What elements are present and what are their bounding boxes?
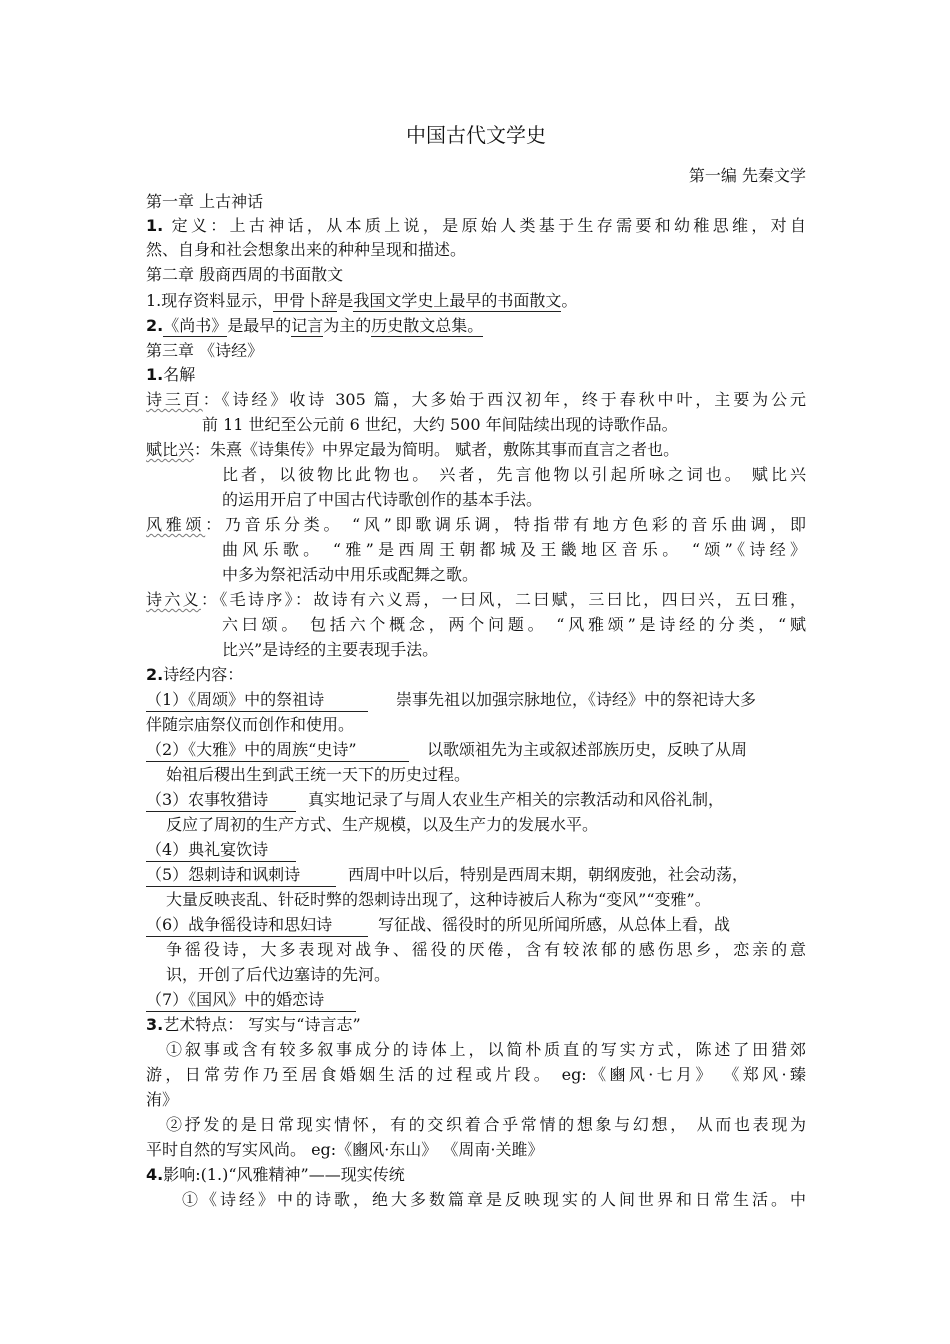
art-1-line-3: 洧》 xyxy=(146,1090,179,1109)
underlined-term: 《尚书》 xyxy=(163,316,228,335)
art-2-line-1: ②抒发的是日常现实情怀，有的交织着合乎常情的想象与幻想， 从而也表现为 xyxy=(166,1115,806,1134)
text: ：《诗经》收诗 305 篇，大多始于西汉初年，终于春秋中叶，主要为公元 xyxy=(202,390,806,409)
text: 是最早的 xyxy=(227,316,292,335)
chapter-3-heading: 第三章 《诗经》 xyxy=(146,341,264,360)
text: ：《毛诗序》：故诗有六义焉，一曰风，二曰赋，三曰比，四曰兴，五曰雅， xyxy=(201,590,806,609)
content-7-line-1 xyxy=(146,988,356,1012)
influence-heading xyxy=(146,1163,405,1187)
term-label: 风雅颂 xyxy=(146,515,206,534)
ch1-definition-line-1 xyxy=(146,214,806,238)
content-5-line-2: 大量反映丧乱、针砭时弊的怨刺诗出现了，这种诗被后人称为“变风”“变雅”。 xyxy=(166,890,711,909)
text: 名解 xyxy=(163,365,196,384)
content-3-line-2: 反应了周初的生产方式、生产规模，以及生产力的发展水平。 xyxy=(166,815,599,834)
content-5-line-1 xyxy=(146,863,748,887)
num-label: 1. xyxy=(146,216,164,235)
content-head: （3）农事牧猎诗 xyxy=(146,788,296,812)
content-head: （6）战争徭役诗和思妇诗 xyxy=(146,913,368,937)
term-label: 诗三百 xyxy=(146,390,203,409)
text: ：乃音乐分类。 “风”即歌调乐调，特指带有地方色彩的音乐曲调，即 xyxy=(205,515,806,534)
content-2-line-2: 始祖后稷出生到武王统一天下的历史过程。 xyxy=(166,765,471,784)
content-3-line-1 xyxy=(146,788,724,812)
term-fubixing-line-1 xyxy=(146,438,679,462)
ch2-point-1 xyxy=(146,289,577,313)
content-head: （4）典礼宴饮诗 xyxy=(146,838,296,862)
num-label: 4. xyxy=(146,1165,164,1184)
content-head: （2）《大雅》中的周族“史诗” xyxy=(146,738,409,762)
text: 是 xyxy=(337,291,354,310)
underlined-term: 甲骨卜辞 xyxy=(273,291,338,310)
term-fengyasong-line-3: 中多为祭祀活动中用乐或配舞之歌。 xyxy=(222,565,479,584)
text: 以歌颂祖先为主或叙述部族历史，反映了从周 xyxy=(427,740,748,759)
content-6-line-1 xyxy=(146,913,730,937)
art-1-line-2: 游，日常劳作乃至居食婚姻生活的过程或片段。 eg:《豳风·七月》 《郑风·臻 xyxy=(146,1065,806,1084)
num-label: 2. xyxy=(146,316,164,335)
text: 。 xyxy=(561,291,578,310)
text: 影响:(1.)“风雅精神”——现实传统 xyxy=(163,1165,405,1184)
text: 真实地记录了与周人农业生产相关的宗教活动和风俗礼制， xyxy=(308,790,725,809)
text: 诗经内容： xyxy=(163,665,244,684)
content-4-line-1 xyxy=(146,838,296,862)
term-fubixing-line-3: 的运用开启了中国古代诗歌创作的基本手法。 xyxy=(222,490,543,509)
terms-heading xyxy=(146,363,195,387)
text: 1.现存资料显示， xyxy=(146,291,274,310)
doc-title: 中国古代文学史 xyxy=(406,123,546,147)
part-heading: 第一编 先秦文学 xyxy=(688,166,806,185)
content-head: （1）《周颂》中的祭祖诗 xyxy=(146,688,368,712)
text: 写征战、徭役时的所见所闻所感，从总体上看，战 xyxy=(378,915,731,934)
chapter-2-heading: 第二章 殷商西周的书面散文 xyxy=(146,265,344,284)
term-fengyasong-line-1 xyxy=(146,513,806,537)
content-6-line-2: 争徭役诗，大多表现对战争、徭役的厌倦，含有较浓郁的感伤思乡，恋亲的意 xyxy=(166,940,806,959)
text: ：朱熹《诗集传》中界定最为简明。 赋者，敷陈其事而直言之者也。 xyxy=(194,440,680,459)
ch2-point-2 xyxy=(146,314,483,338)
art-heading xyxy=(146,1013,361,1037)
text: 西周中叶以后，特别是西周末期，朝纲废弛，社会动荡， xyxy=(348,865,749,884)
num-label: 2. xyxy=(146,665,164,684)
term-fubixing-line-2: 比者，以彼物比此物也。 兴者，先言他物以引起所咏之词也。 赋比兴 xyxy=(222,465,806,484)
chapter-1-heading: 第一章 上古神话 xyxy=(146,192,264,211)
underlined-term: 历史散文总集。 xyxy=(371,316,484,335)
term-shiliuyi-line-3: 比兴”是诗经的主要表现手法。 xyxy=(222,640,439,659)
term-label: 赋比兴 xyxy=(146,440,195,459)
text: 为主的 xyxy=(323,316,372,335)
term-shiliuyi-line-1 xyxy=(146,588,806,612)
term-label: 诗六义 xyxy=(146,590,201,609)
num-label: 3. xyxy=(146,1015,164,1034)
term-shisanbai-line-1 xyxy=(146,388,806,412)
term-shisanbai-line-2: 前 11 世纪至公元前 6 世纪，大约 500 年间陆续出现的诗歌作品。 xyxy=(202,415,678,434)
term-shiliuyi-line-2: 六曰颂。 包括六个概念，两个问题。 “风雅颂”是诗经的分类，“赋 xyxy=(222,615,806,634)
content-6-line-3: 识，开创了后代边塞诗的先河。 xyxy=(166,965,391,984)
art-1-line-1: ①叙事或含有较多叙事成分的诗体上，以简朴质直的写实方式，陈述了田猎郊 xyxy=(166,1040,806,1059)
num-label: 1. xyxy=(146,365,164,384)
content-heading xyxy=(146,663,243,687)
text: 艺术特点： 写实与“诗言志” xyxy=(163,1015,361,1034)
underlined-term: 我国文学史上最早的书面散文 xyxy=(353,291,562,310)
content-1-line-2: 伴随宗庙祭仪而创作和使用。 xyxy=(146,715,355,734)
underlined-term: 记言 xyxy=(291,316,324,335)
text: 定义：上古神话，从本质上说，是原始人类基于生存需要和幼稚思维，对自 xyxy=(163,216,806,235)
influence-1-line-1: ①《诗经》中的诗歌，绝大多数篇章是反映现实的人间世界和日常生活。中 xyxy=(182,1190,806,1209)
ch1-definition-line-2: 然、自身和社会想象出来的种种呈现和描述。 xyxy=(146,240,467,259)
text: 崇事先祖以加强宗脉地位，《诗经》中的祭祀诗大多 xyxy=(396,690,757,709)
content-head: （5）怨刺诗和讽刺诗 xyxy=(146,863,336,887)
content-1-line-1 xyxy=(146,688,756,712)
content-head: （7）《国风》中的婚恋诗 xyxy=(146,988,356,1012)
art-2-line-2: 平时自然的写实风尚。 eg:《豳风·东山》 《周南·关雎》 xyxy=(146,1140,544,1159)
term-fengyasong-line-2: 曲风乐歌。 “雅”是西周王朝都城及王畿地区音乐。 “颂”《诗经》 xyxy=(222,540,806,559)
content-2-line-1 xyxy=(146,738,747,762)
